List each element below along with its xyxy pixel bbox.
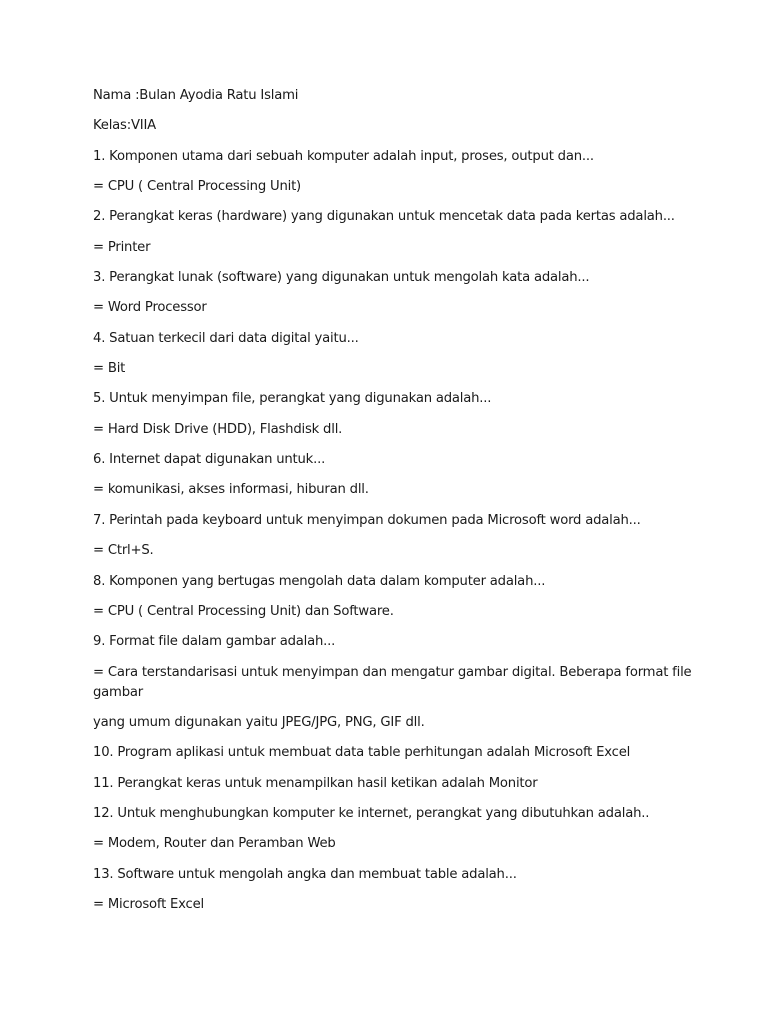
question-10: 10. Program aplikasi untuk membuat data table perhitungan adalah Microsoft Excel [93, 745, 631, 761]
question-11: 11. Perangkat keras untuk menampilkan hasil ketikan adalah Monitor [93, 775, 538, 791]
question-7: 7. Perintah pada keyboard untuk menyimpan dokumen pada Microsoft word adalah... [93, 512, 641, 528]
answer-4: = Bit [93, 361, 126, 377]
question-4: 4. Satuan terkecil dari data digital yaitu... [93, 330, 359, 346]
question-3: 3. Perangkat lunak (software) yang digunakan untuk mengolah kata adalah... [93, 270, 590, 286]
answer-12: = Modem, Router dan Peramban Web [93, 836, 336, 852]
answer-6: = komunikasi, akses informasi, hiburan dll. [93, 482, 369, 498]
student-class-line: Kelas:VIIA [93, 118, 156, 134]
answer-5: = Hard Disk Drive (HDD), Flashdisk dll. [93, 421, 343, 437]
student-name-line: Nama :Bulan Ayodia Ratu Islami [93, 88, 299, 103]
answer-9-line-2: gambar [93, 684, 143, 700]
answer-3: = Word Processor [93, 300, 207, 316]
answer-2: = Printer [93, 239, 151, 255]
question-2: 2. Perangkat keras (hardware) yang digunakan untuk mencetak data pada kertas adalah... [93, 209, 675, 225]
answer-1: = CPU ( Central Processing Unit) [93, 179, 301, 195]
question-12: 12. Untuk menghubungkan komputer ke internet, perangkat yang dibutuhkan adalah.. [93, 805, 650, 821]
question-8: 8. Komponen yang bertugas mengolah data dalam komputer adalah... [93, 573, 546, 589]
question-1: 1. Komponen utama dari sebuah komputer adalah input, proses, output dan... [93, 148, 594, 164]
answer-13: = Microsoft Excel [93, 896, 204, 912]
answer-7: = Ctrl+S. [93, 543, 154, 559]
answer-9-line-1: = Cara terstandarisasi untuk menyimpan dan mengatur gambar digital. Beberapa format file [93, 664, 692, 680]
question-9: 9. Format file dalam gambar adalah... [93, 634, 336, 650]
question-6: 6. Internet dapat digunakan untuk... [93, 452, 326, 468]
answer-9-line-3: yang umum digunakan yaitu JPEG/JPG, PNG, GIF dll. [93, 714, 425, 730]
question-5: 5. Untuk menyimpan file, perangkat yang digunakan adalah... [93, 391, 492, 407]
question-13: 13. Software untuk mengolah angka dan membuat table adalah... [93, 866, 517, 882]
answer-8: = CPU ( Central Processing Unit) dan Software. [93, 603, 394, 619]
document-body [93, 86, 692, 925]
